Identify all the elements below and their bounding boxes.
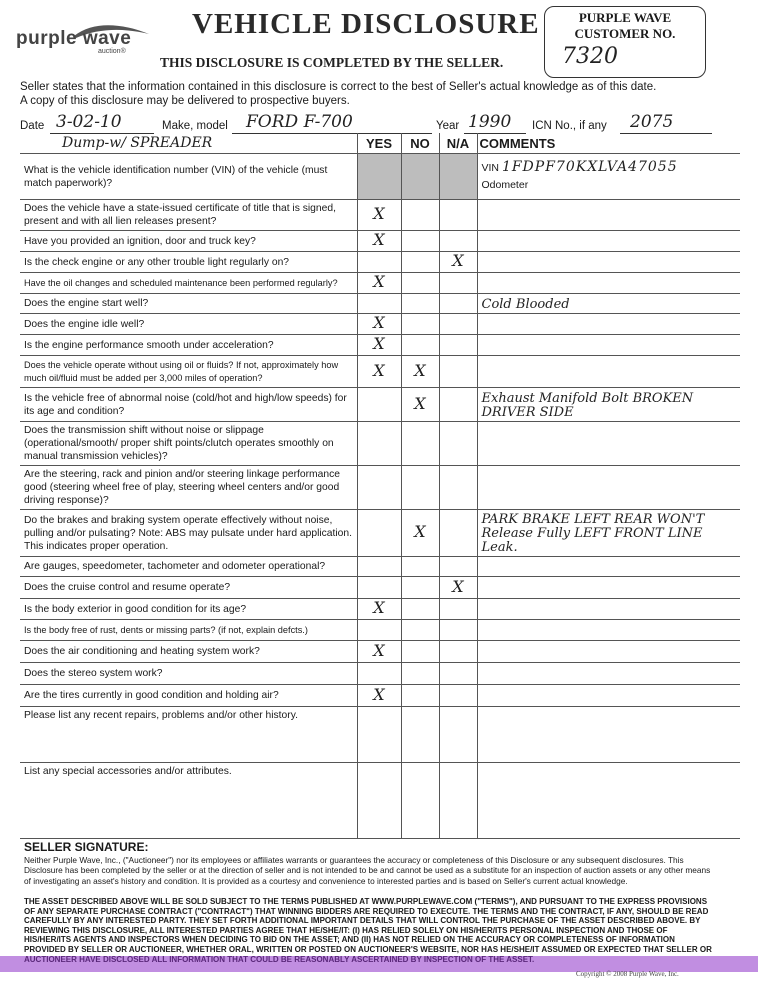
- answer-yes: [357, 763, 401, 839]
- answer-yes: [357, 663, 401, 685]
- table-row: [20, 422, 740, 466]
- table-row: [20, 154, 740, 200]
- question-text: What is the vehicle identification number (VIN) of the vehicle (must match paperwork)?: [20, 154, 357, 200]
- table-row: [20, 510, 740, 557]
- table-row: [20, 707, 740, 763]
- answer-yes: [357, 422, 401, 466]
- header-comments: COMMENTS: [477, 133, 740, 154]
- table-row: [20, 335, 740, 356]
- answer-yes: [357, 557, 401, 577]
- odometer-label: Odometer: [481, 179, 529, 191]
- seller-signature-label: SELLER SIGNATURE:: [24, 840, 149, 854]
- comment-cell: [477, 577, 740, 599]
- answer-na: [439, 577, 477, 599]
- answer-yes-mark: X: [373, 204, 385, 223]
- answer-yes-mark: X: [373, 272, 385, 291]
- table-row: [20, 388, 740, 422]
- answer-no: [401, 599, 439, 620]
- question-text: Does the transmission shift without noise or slippage (operational/smooth/ proper shift points/clutch operates smoothly on manual transmission vehicles)?: [20, 422, 357, 466]
- question-text: Is the body exterior in good condition for its age?: [20, 599, 357, 620]
- comment-cell: [477, 422, 740, 466]
- answer-na: [439, 273, 477, 294]
- vin-label: VIN: [481, 162, 500, 174]
- answer-na: [439, 356, 477, 388]
- question-text: Does the vehicle operate without using oil or fluids? If not, approximately how much oil/fluid must be added per 3,000 miles of operation?: [20, 356, 357, 388]
- answer-no: [401, 314, 439, 335]
- table-row: [20, 314, 740, 335]
- table-row: [20, 557, 740, 577]
- question-text: Is the vehicle free of abnormal noise (cold/hot and high/low speeds) for its age and condition?: [20, 388, 357, 422]
- table-row: [20, 200, 740, 231]
- answer-yes: [357, 231, 401, 252]
- table-row: [20, 663, 740, 685]
- intro-text: Seller states that the information contained in this disclosure is correct to the best of Seller's actual knowledge as of this date. A copy of this disclosure may be delivered to prospective buyers.: [20, 81, 657, 107]
- answer-na: [439, 763, 477, 839]
- question-text: Please list any recent repairs, problems and/or other history.: [20, 707, 357, 763]
- answer-na: [439, 388, 477, 422]
- comment-text: Exhaust Manifold Bolt BROKEN DRIVER SIDE: [481, 390, 694, 420]
- table-row: [20, 641, 740, 663]
- answer-yes-mark: X: [373, 360, 385, 380]
- comment-cell: [477, 231, 740, 252]
- disclaimer-text: Neither Purple Wave, Inc., ("Auctioneer") nor its employees or affiliates warrants or guarantees the accuracy or completeness of this Disclosure or any subsequent disclosures. This Disclosure has been completed by the seller or at the direction of seller and is not intended to be and cannot be used as a substitute for an inspection of auction assets or any other means of investigating an asset's history and condition. It is provided as a courtesy and convenience to interested parties and is based on Seller's current actual knowledge.: [24, 855, 711, 886]
- question-text: Have the oil changes and scheduled maintenance been performed regularly?: [20, 273, 357, 294]
- question-text: Are the steering, rack and pinion and/or steering linkage performance good (steering wheel free of play, steering wheel centers and/or good driving response)?: [20, 466, 357, 510]
- answer-na: [439, 231, 477, 252]
- answer-no-mark: X: [414, 522, 426, 541]
- answer-na: [439, 510, 477, 557]
- answer-no: [401, 557, 439, 577]
- question-text: Is the engine performance smooth under acceleration?: [20, 335, 357, 356]
- comment-cell: [477, 663, 740, 685]
- comment-cell: [477, 200, 740, 231]
- question-text: Does the stereo system work?: [20, 663, 357, 685]
- comment-cell: [477, 557, 740, 577]
- terms-text: THE ASSET DESCRIBED ABOVE WILL BE SOLD SUBJECT TO THE TERMS PUBLISHED AT WWW.PURPLEWAVE.COM ("TERMS"), AND PURSUANT TO THE EXPRESS PROVISIONS OF ANY SEPARATE PURCHASE CONTRACT ("CONTRACT") THAT WINNING BIDDERS ARE REQUIRED TO EXECUTE. THE TERMS AND THE CONTRACT, IF ANY, SHOULD BE READ CAREFULLY BY ANY INTERESTED PARTY. THEY SET FORTH ADDITIONAL IMPORTANT DETAILS THAT WILL CONTROL THE PURCHASE OF THE ASSET DESCRIBED ABOVE. BY REVIEWING THIS DISCLOSURE, ALL INTERESTED PARTIES AGREE THAT HE/SHE/IT: (I) HAS RELIED SOLELY ON HIS/HER/ITS PERSONAL INSPECTION AND THOSE OF HIS/HER/ITS AGENTS AND INSPECTORS WHEN DECIDING TO BID ON THE ASSET; AND (II) HAS NOT RELIED ON THE ACCURACY OR COMPLETENESS OF INFORMATION PROVIDED BY SELLER OR AUCTIONEER, WHETHER ORAL, WRITTEN OR POSTED ON AUCTIONEER'S WEBSITE, NOR HAS HE/SHE/IT ASSUMED OR EXPECTED THAT SELLER OR: [24, 897, 712, 954]
- comment-cell: [477, 356, 740, 388]
- answer-na: [439, 294, 477, 314]
- answer-na: [439, 154, 477, 200]
- answer-no: [401, 154, 439, 200]
- answer-yes-mark: X: [373, 598, 385, 617]
- answer-no: [401, 252, 439, 273]
- table-row: [20, 577, 740, 599]
- question-text: Does the engine idle well?: [20, 314, 357, 335]
- icn-value: 2075: [630, 112, 674, 132]
- page-title: VEHICLE DISCLOSURE: [192, 8, 540, 40]
- answer-no: [401, 663, 439, 685]
- answer-no: [401, 356, 439, 388]
- header-na: N/A: [439, 133, 477, 154]
- comment-text: Cold Blooded: [481, 296, 570, 312]
- comment-cell: [477, 335, 740, 356]
- icn-label: ICN No., if any: [532, 120, 607, 132]
- answer-yes: [357, 252, 401, 273]
- answer-na: [439, 314, 477, 335]
- answer-yes-mark: X: [373, 313, 385, 332]
- disclosure-table: [20, 133, 740, 839]
- answer-no: [401, 273, 439, 294]
- header-no: NO: [401, 133, 439, 154]
- answer-no: [401, 685, 439, 707]
- table-row: [20, 252, 740, 273]
- comment-cell: [477, 154, 740, 200]
- comment-cell: [477, 294, 740, 314]
- answer-yes: [357, 685, 401, 707]
- question-text: Does the air conditioning and heating system work?: [20, 641, 357, 663]
- comment-cell: [477, 763, 740, 839]
- answer-no-mark: X: [414, 360, 426, 380]
- date-value: 3-02-10: [56, 112, 122, 132]
- header-yes: YES: [357, 133, 401, 154]
- comment-cell: [477, 685, 740, 707]
- table-row: [20, 599, 740, 620]
- year-label: Year: [436, 120, 460, 132]
- answer-na: [439, 200, 477, 231]
- answer-yes-mark: X: [373, 334, 385, 353]
- comment-cell: [477, 599, 740, 620]
- answer-yes: [357, 466, 401, 510]
- make-value: FORD F-700: [246, 112, 353, 132]
- answer-yes-mark: X: [373, 684, 385, 704]
- year-value: 1990: [468, 112, 512, 132]
- answer-yes: [357, 314, 401, 335]
- comment-cell: [477, 252, 740, 273]
- answer-no: [401, 577, 439, 599]
- answer-na: [439, 663, 477, 685]
- answer-yes: [357, 154, 401, 200]
- question-text: Does the vehicle have a state-issued certificate of title that is signed, present and with all lien releases present?: [20, 200, 357, 231]
- page-subtitle: THIS DISCLOSURE IS COMPLETED BY THE SELLER.: [160, 55, 504, 70]
- answer-no: [401, 763, 439, 839]
- answer-na: [439, 252, 477, 273]
- answer-na-mark: X: [452, 251, 464, 270]
- answer-no: [401, 466, 439, 510]
- answer-yes: [357, 620, 401, 641]
- customer-number-value: 7320: [562, 44, 618, 69]
- logo-name: purple wave: [16, 28, 132, 49]
- table-row: [20, 231, 740, 252]
- answer-na: [439, 335, 477, 356]
- answer-na: [439, 620, 477, 641]
- answer-yes-mark: X: [373, 640, 385, 660]
- table-row: [20, 294, 740, 314]
- answer-na: [439, 466, 477, 510]
- answer-yes-mark: X: [373, 230, 385, 249]
- answer-no: [401, 294, 439, 314]
- comment-cell: [477, 620, 740, 641]
- answer-no: [401, 200, 439, 231]
- answer-yes: [357, 388, 401, 422]
- answer-no-mark: X: [414, 393, 426, 413]
- table-row: [20, 273, 740, 294]
- question-text: Are gauges, speedometer, tachometer and odometer operational?: [20, 557, 357, 577]
- answer-no: [401, 422, 439, 466]
- table-row: [20, 763, 740, 839]
- answer-no: [401, 231, 439, 252]
- copyright-text: Copyright © 2008 Purple Wave, Inc.: [576, 970, 679, 978]
- table-row: [20, 466, 740, 510]
- comment-cell: [477, 273, 740, 294]
- answer-na: [439, 422, 477, 466]
- answer-na: [439, 557, 477, 577]
- answer-yes: [357, 599, 401, 620]
- answer-yes: [357, 335, 401, 356]
- table-row: [20, 620, 740, 641]
- answer-na-mark: X: [452, 576, 464, 596]
- question-text: Do the brakes and braking system operate effectively without noise, pulling and/or pulsating? Note: ABS may pulsate under hard application. This indicates proper operation.: [20, 510, 357, 557]
- question-text: List any special accessories and/or attributes.: [20, 763, 357, 839]
- question-text: Is the body free of rust, dents or missing parts? (if not, explain defcts.): [20, 620, 357, 641]
- answer-no: [401, 641, 439, 663]
- question-text: Are the tires currently in good condition and holding air?: [20, 685, 357, 707]
- question-text: Is the check engine or any other trouble light regularly on?: [20, 252, 357, 273]
- comment-cell: [477, 707, 740, 763]
- date-label: Date: [20, 120, 45, 132]
- comment-text: PARK BRAKE LEFT REAR WON'T Release Fully LEFT FRONT LINE Leak.: [481, 512, 705, 555]
- question-text: Does the cruise control and resume operate?: [20, 577, 357, 599]
- model-note-cell: [20, 133, 357, 154]
- comment-cell: [477, 388, 740, 422]
- answer-yes: [357, 273, 401, 294]
- comment-cell: [477, 641, 740, 663]
- answer-yes: [357, 510, 401, 557]
- answer-no: [401, 510, 439, 557]
- logo-sub: auction®: [98, 48, 126, 55]
- question-text: Does the engine start well?: [20, 294, 357, 314]
- table-row: [20, 685, 740, 707]
- answer-no: [401, 335, 439, 356]
- answer-na: [439, 599, 477, 620]
- comment-cell: [477, 466, 740, 510]
- answer-yes: [357, 356, 401, 388]
- vin-value: 1FDPF70KXLVA47055: [501, 159, 678, 175]
- answer-yes: [357, 641, 401, 663]
- question-text: Have you provided an ignition, door and truck key?: [20, 231, 357, 252]
- answer-yes: [357, 200, 401, 231]
- make-label: Make, model: [162, 120, 228, 132]
- comment-cell: [477, 510, 740, 557]
- answer-no: [401, 707, 439, 763]
- table-row: [20, 356, 740, 388]
- customer-number-label: PURPLE WAVE CUSTOMER NO.: [574, 10, 676, 41]
- answer-no: [401, 620, 439, 641]
- answer-yes: [357, 294, 401, 314]
- model-note: Dump-w/ SPREADER: [62, 135, 213, 151]
- answer-na: [439, 685, 477, 707]
- comment-cell: [477, 314, 740, 335]
- answer-na: [439, 641, 477, 663]
- answer-na: [439, 707, 477, 763]
- answer-yes: [357, 577, 401, 599]
- answer-yes: [357, 707, 401, 763]
- answer-no: [401, 388, 439, 422]
